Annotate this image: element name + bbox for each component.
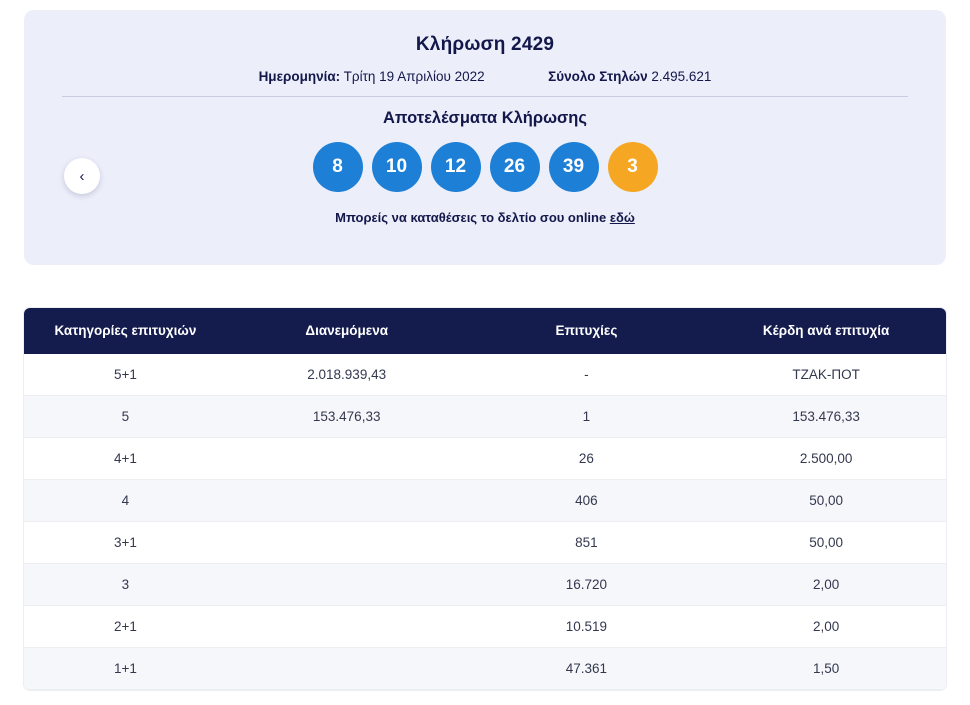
table-row (24, 396, 946, 438)
cell-distributed (227, 606, 467, 648)
cell-distributed: 2.018.939,43 (227, 354, 467, 396)
prize-breakdown-table (24, 308, 946, 690)
cell-winners: 47.361 (467, 648, 707, 690)
cell-per-winner: 2,00 (706, 606, 946, 648)
cell-per-winner: 2,00 (706, 564, 946, 606)
number-ball: 10 (372, 142, 422, 192)
online-note-text: Μπορείς να καταθέσεις το δελτίο σου online (335, 210, 610, 225)
draw-date-value: Τρίτη 19 Απριλίου 2022 (343, 69, 485, 84)
number-ball: 26 (490, 142, 540, 192)
cell-winners: 16.720 (467, 564, 707, 606)
number-ball: 39 (549, 142, 599, 192)
cell-per-winner: 153.476,33 (706, 396, 946, 438)
cell-winners: 26 (467, 438, 707, 480)
draw-result-card (24, 10, 946, 265)
cell-per-winner: 1,50 (706, 648, 946, 690)
previous-draw-button[interactable] (64, 158, 100, 194)
online-submit-link[interactable]: εδώ (609, 210, 635, 225)
table-row (24, 480, 946, 522)
cell-category: 2+1 (24, 606, 227, 648)
cell-winners: 406 (467, 480, 707, 522)
card-divider (62, 96, 908, 97)
cell-category: 4 (24, 480, 227, 522)
column-header-categories: Κατηγορίες επιτυχιών (24, 308, 227, 354)
cell-category: 1+1 (24, 648, 227, 690)
number-ball: 8 (313, 142, 363, 192)
cell-winners: 851 (467, 522, 707, 564)
online-submit-note (24, 210, 946, 225)
results-title: Αποτελέσματα Κλήρωσης (383, 109, 587, 127)
table-row (24, 564, 946, 606)
chevron-left-icon: ‹ (79, 167, 85, 185)
table-row (24, 438, 946, 480)
cell-per-winner: 50,00 (706, 480, 946, 522)
cell-per-winner: 50,00 (706, 522, 946, 564)
column-header-winners: Επιτυχίες (467, 308, 707, 354)
table-header-row (24, 308, 946, 354)
winning-numbers (24, 142, 946, 192)
table-row (24, 522, 946, 564)
cell-distributed (227, 648, 467, 690)
cell-winners: 10.519 (467, 606, 707, 648)
cell-category: 5 (24, 396, 227, 438)
cell-category: 4+1 (24, 438, 227, 480)
draw-date-label: Ημερομηνία: (258, 69, 341, 84)
page-title: Κλήρωση 2429 (415, 34, 555, 55)
column-header-distributed: Διανεμόμενα (227, 308, 467, 354)
cell-winners: 1 (467, 396, 707, 438)
cell-distributed (227, 564, 467, 606)
table-row (24, 648, 946, 690)
cell-distributed: 153.476,33 (227, 396, 467, 438)
number-ball: 12 (431, 142, 481, 192)
table-row (24, 354, 946, 396)
cell-category: 3 (24, 564, 227, 606)
cell-per-winner: ΤΖΑΚ-ΠΟΤ (706, 354, 946, 396)
draw-meta (24, 69, 946, 84)
cell-per-winner: 2.500,00 (706, 438, 946, 480)
cell-distributed (227, 480, 467, 522)
cell-winners: - (467, 354, 707, 396)
table-row (24, 606, 946, 648)
cell-distributed (227, 522, 467, 564)
total-columns-value: 2.495.621 (651, 69, 712, 84)
table-body (24, 354, 946, 690)
cell-category: 5+1 (24, 354, 227, 396)
cell-distributed (227, 438, 467, 480)
cell-category: 3+1 (24, 522, 227, 564)
bonus-ball: 3 (608, 142, 658, 192)
column-header-per-winner: Κέρδη ανά επιτυχία (706, 308, 946, 354)
total-columns-label: Σύνολο Στηλών (548, 69, 648, 84)
